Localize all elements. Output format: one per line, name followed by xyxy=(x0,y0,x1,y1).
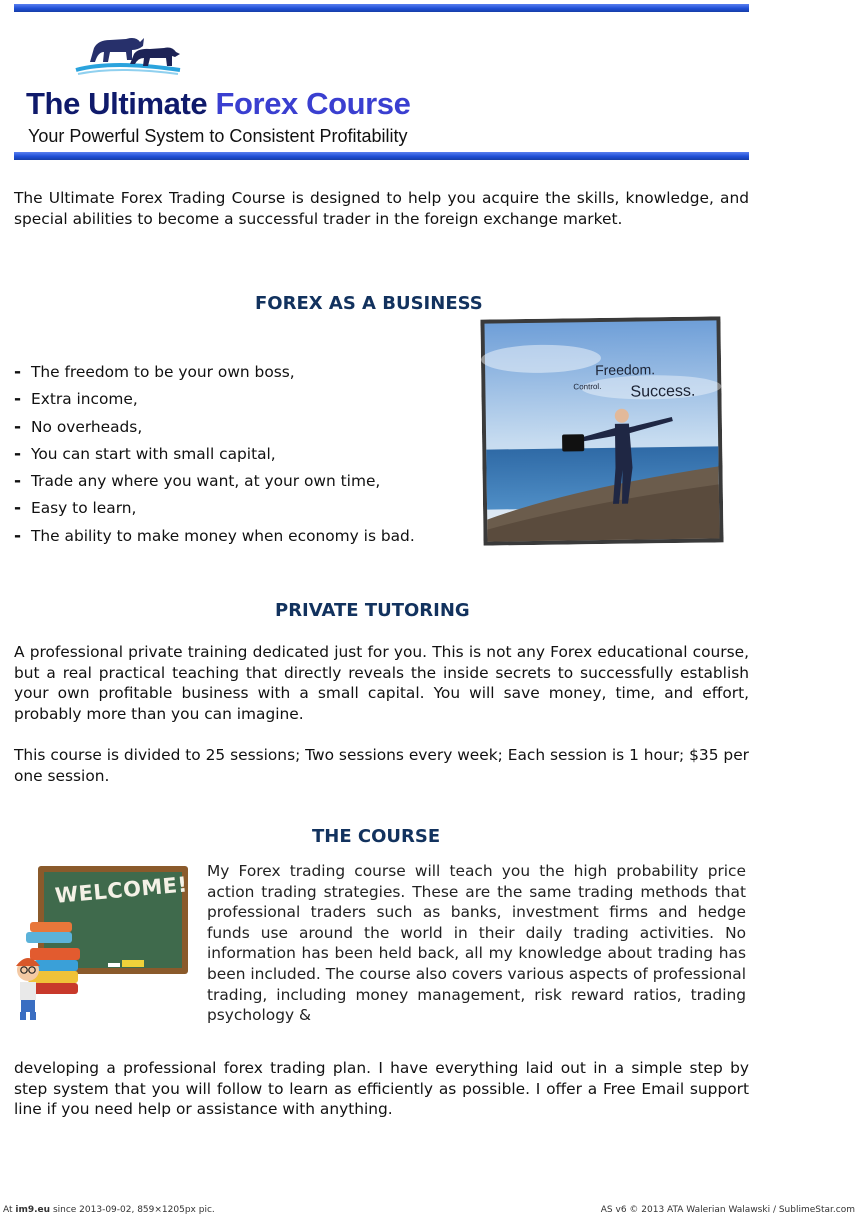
title-part-1: The Ultimate xyxy=(26,86,208,121)
bull-bear-logo-icon xyxy=(72,30,184,80)
page-subtitle: Your Powerful System to Consistent Profitability xyxy=(28,126,408,146)
footer-left-credit: At im9.eu since 2013-09-02, 859×1205px pic. xyxy=(3,1205,215,1215)
bullet-dash: - xyxy=(14,362,22,382)
course-heading: THE COURSE xyxy=(312,826,441,847)
businessman-beach-image xyxy=(480,316,723,545)
welcome-chalkboard-illustration xyxy=(12,862,192,1027)
list-item: - No overheads, xyxy=(14,416,143,437)
photo-word-freedom: Freedom. xyxy=(595,361,656,379)
tutoring-paragraph-1: A professional private training dedicated just for you. This is not any Forex educational course, but a real practical teaching that directly reveals the inside secrets to successfully establish your own profitable business with a small capital. You will save money, time, and effort, probably more than you can imagine. xyxy=(14,643,749,723)
intro-paragraph: The Ultimate Forex Trading Course is designed to help you acquire the skills, knowledge, and special abilities to become a successful trader in the foreign exchange market. xyxy=(14,189,749,228)
list-item: - The ability to make money when economy is bad. xyxy=(14,525,415,546)
list-item: - Trade any where you want, at your own time, xyxy=(14,471,381,492)
bottom-blue-rule xyxy=(14,152,749,160)
course-paragraph-1: My Forex trading course will teach you the high probability price action trading strategies. These are the same trading methods that professional traders such as banks, investment firms and hedge funds use around the world in their daily trading activities. No information has been held back, all my knowledge about trading has been included. The course also covers various aspects of professional trading, including money management, risk reward ratios, trading psychology & xyxy=(207,862,746,1025)
tutoring-paragraph-2: This course is divided to 25 sessions; Two sessions every week; Each session is 1 hour; $35 per one session. xyxy=(14,746,749,785)
bullet-dash: - xyxy=(14,416,22,437)
freedom-photo xyxy=(480,316,723,545)
footer-right-credit: AS v6 © 2013 ATA Walerian Walawski / SublimeStar.com xyxy=(600,1205,855,1215)
title-part-2: Forex Course xyxy=(215,86,411,121)
business-heading: FOREX AS A BUSINESS xyxy=(255,293,483,314)
business-benefits-list xyxy=(14,360,415,551)
tutoring-heading: PRIVATE TUTORING xyxy=(275,600,470,621)
course-paragraph-2: developing a professional forex trading plan. I have everything laid out in a simple step by step system that you will follow to learn as efficiently as possible. I offer a Free Email support line if you need help or assistance with anything. xyxy=(14,1059,749,1119)
bullet-dash: - xyxy=(14,525,22,546)
welcome-board-text: WELCOME! xyxy=(54,872,189,908)
list-item: - Extra income, xyxy=(14,389,138,410)
photo-word-control: Control. xyxy=(573,382,602,392)
list-item: - Easy to learn, xyxy=(14,498,137,519)
top-blue-rule xyxy=(14,4,749,12)
bullet-dash: - xyxy=(14,471,22,492)
footer-site-link[interactable]: im9.eu xyxy=(15,1205,51,1215)
bullet-dash: - xyxy=(14,443,22,464)
bullet-dash: - xyxy=(14,389,22,410)
photo-word-success: Success. xyxy=(630,382,696,401)
list-item: - You can start with small capital, xyxy=(14,443,276,464)
bullet-dash: - xyxy=(14,498,22,519)
page-title xyxy=(26,86,411,122)
list-item: - The freedom to be your own boss, xyxy=(14,362,295,382)
